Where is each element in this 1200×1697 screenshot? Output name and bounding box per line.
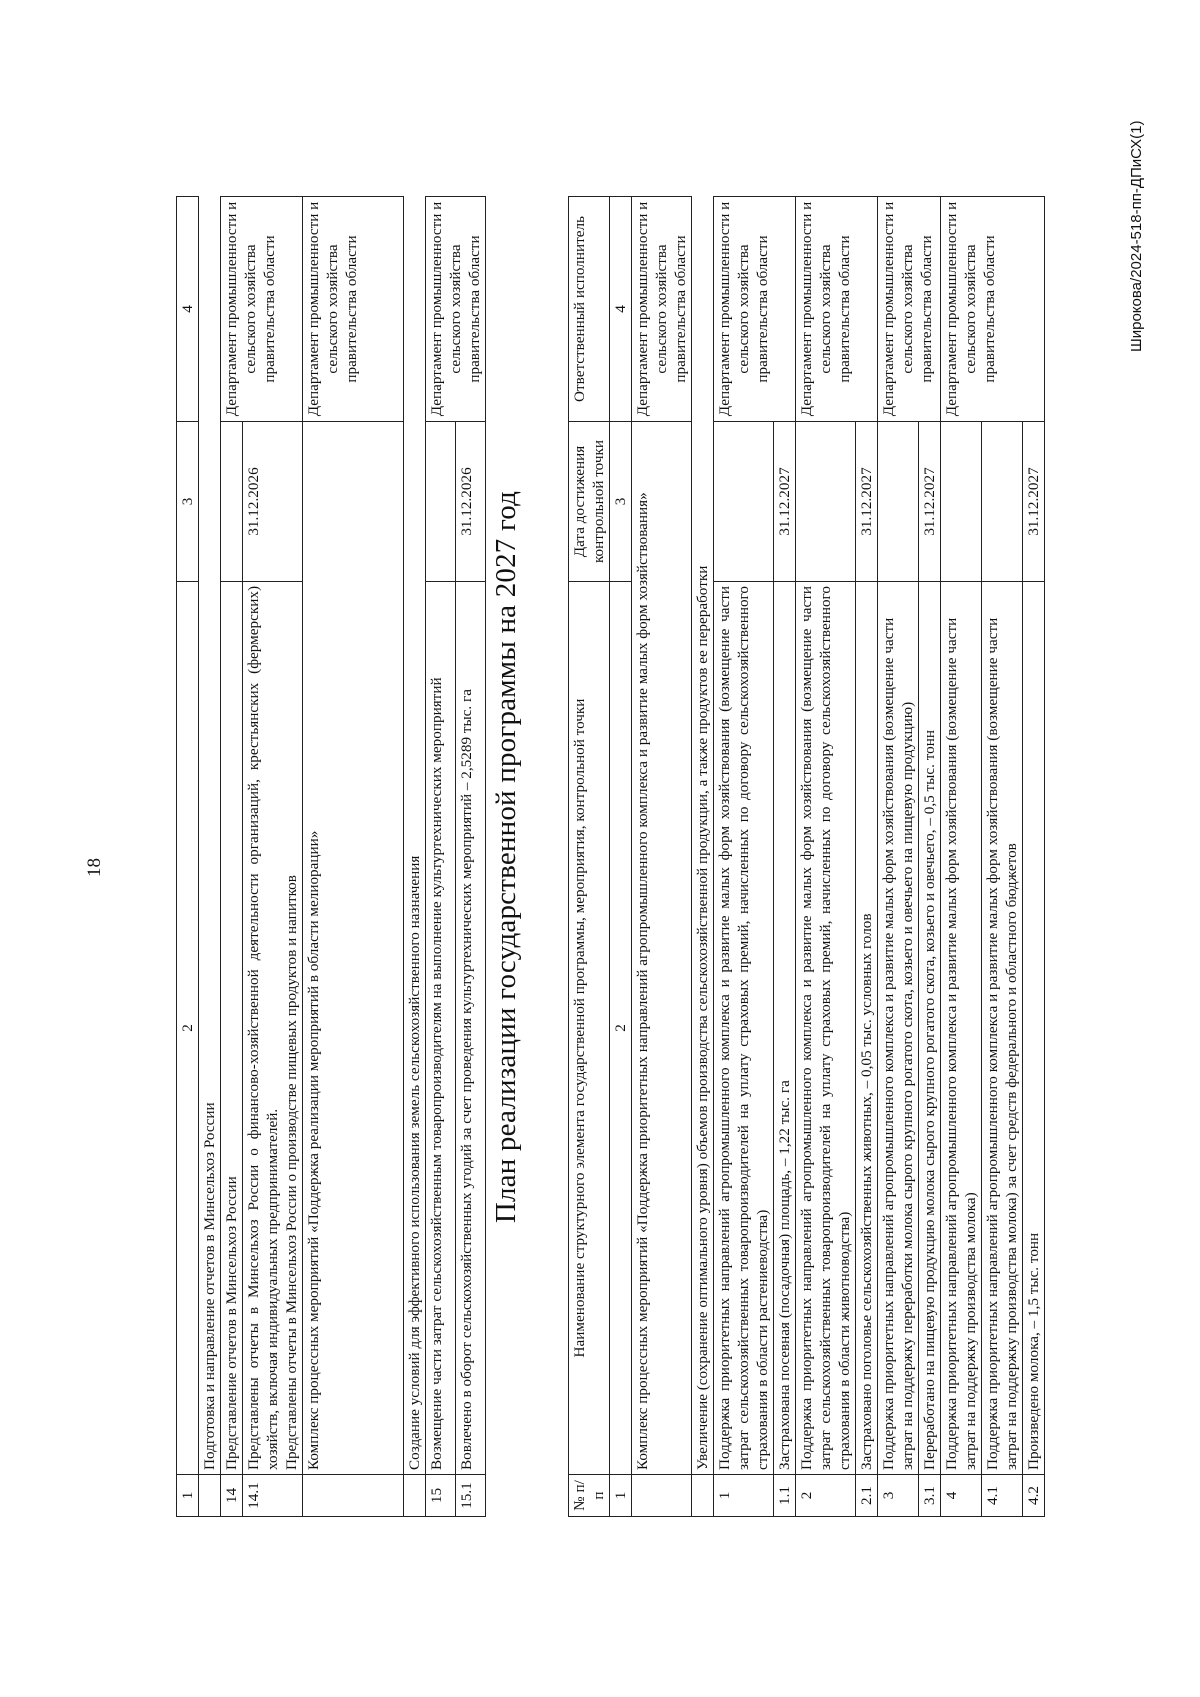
row-date: 31.12.2026 bbox=[456, 422, 486, 582]
col-number: 3 bbox=[177, 422, 199, 582]
row-number: 14 bbox=[221, 1475, 243, 1517]
col-number: 1 bbox=[610, 1475, 632, 1517]
col-number: 2 bbox=[610, 582, 632, 1475]
table-row bbox=[632, 197, 692, 1517]
table-row bbox=[796, 197, 856, 1517]
table-row bbox=[426, 197, 456, 1517]
row-responsible: Департамент промышленности и сельского хозяйства правительства области bbox=[303, 197, 404, 422]
row-responsible: Департамент промышленности и сельского хозяйства правительства области bbox=[714, 197, 796, 422]
col-number: 3 bbox=[610, 422, 632, 582]
row-number: 15.1 bbox=[456, 1475, 486, 1517]
row-number: 2 bbox=[796, 1475, 856, 1517]
row-date bbox=[941, 422, 982, 582]
row-text: Поддержка приоритетных направлений агропромышленного комплекса и развитие малых форм хозяйствования (возмещение части затрат на поддержку производства молока) за счет средств федерального и областного бюджетов bbox=[982, 582, 1023, 1475]
row-text: Представление отчетов в Минсельхоз России bbox=[221, 582, 243, 1475]
row-date bbox=[796, 422, 856, 582]
row-text: Возмещение части затрат сельскохозяйственным товаропроизводителям на выполнение культуртехнических мероприятий bbox=[426, 582, 456, 1475]
column-number-row bbox=[610, 197, 632, 1517]
row-number bbox=[404, 1475, 426, 1517]
row-responsible: Департамент промышленности и сельского хозяйства правительства области bbox=[941, 197, 1045, 422]
row-text-part: Представлены отчеты в Минсельхоз России о производстве пищевых продуктов и напитков bbox=[283, 875, 300, 1470]
table-row bbox=[303, 197, 404, 1517]
row-responsible: Департамент промышленности и сельского хозяйства правительства области bbox=[221, 197, 303, 422]
header-date: Дата достижения контрольной точки bbox=[569, 422, 610, 582]
row-responsible: Департамент промышленности и сельского хозяйства правительства области bbox=[426, 197, 486, 422]
row-text: Застраховано поголовье сельскохозяйственных животных, – 0,05 тыс. условных голов bbox=[856, 582, 878, 1475]
plan-heading: План реализации государственной программы на 2027 год bbox=[490, 490, 522, 1224]
row-responsible: Департамент промышленности и сельского хозяйства правительства области bbox=[796, 197, 878, 422]
table-row bbox=[199, 197, 221, 1517]
row-date bbox=[221, 422, 243, 582]
row-date bbox=[426, 422, 456, 582]
row-number: 1.1 bbox=[774, 1475, 796, 1517]
header-name: Наименование структурного элемента государственной программы, мероприятия, контрольной точки bbox=[569, 582, 610, 1475]
header-responsible: Ответственный исполнитель bbox=[569, 197, 610, 422]
document-code: Широкова/2024-518-пп-ДПиСХ(1) bbox=[1128, 120, 1145, 352]
row-date bbox=[982, 422, 1023, 582]
header-row bbox=[569, 197, 610, 1517]
row-text: Комплекс процессных мероприятий «Поддержка реализации мероприятий в области мелиорации» bbox=[303, 422, 404, 1475]
col-number: 2 bbox=[177, 582, 199, 1475]
header-number: № п/п bbox=[569, 1475, 610, 1517]
col-number: 4 bbox=[177, 197, 199, 422]
row-number bbox=[692, 1475, 714, 1517]
table-row bbox=[404, 197, 426, 1517]
col-number: 1 bbox=[177, 1475, 199, 1517]
row-number: 1 bbox=[714, 1475, 774, 1517]
section-title: Увеличение (сохранение оптимального уровня) объемов производства сельскохозяйственной продукции, а также продуктов ее переработки bbox=[692, 197, 714, 1475]
table-row bbox=[941, 197, 982, 1517]
table-row bbox=[692, 197, 714, 1517]
row-date bbox=[714, 422, 774, 582]
row-text: Комплекс процессных мероприятий «Поддержка приоритетных направлений агропромышленного комплекса и развитие малых форм хозяйствования» bbox=[632, 422, 692, 1475]
row-text bbox=[243, 582, 303, 1475]
row-number: 14.1 bbox=[243, 1475, 303, 1517]
row-text: Переработано на пищевую продукцию молока сырого крупного рогатого скота, козьего и овечьего, – 0,5 тыс. тонн bbox=[919, 582, 941, 1475]
row-date: 31.12.2027 bbox=[856, 422, 878, 582]
page-number: 18 bbox=[84, 858, 105, 877]
row-date: 31.12.2027 bbox=[774, 422, 796, 582]
row-text-part: Представлены отчеты в Минсельхоз России о финансово-хозяйственной деятельности организаций, крестьянских (фермерских) хозяйств, включая индивидуальных предпринимателей. bbox=[245, 586, 281, 1470]
section-title: Создание условий для эффективного использования земель сельскохозяйственного назначения bbox=[404, 197, 426, 1475]
row-number: 3.1 bbox=[919, 1475, 941, 1517]
row-number bbox=[303, 1475, 404, 1517]
row-text: Поддержка приоритетных направлений агропромышленного комплекса и развитие малых форм хозяйствования (возмещение части затрат сельскохозяйственных товаропроизводителей на уплату страховых премий, начисленных по договору сельскохозяйственного страхования в области животноводства) bbox=[796, 582, 856, 1475]
row-number: 4 bbox=[941, 1475, 982, 1517]
row-number: 4.1 bbox=[982, 1475, 1023, 1517]
row-text: Произведено молока, – 1,5 тыс. тонн bbox=[1023, 582, 1045, 1475]
row-date: 31.12.2027 bbox=[1023, 422, 1045, 582]
row-date bbox=[878, 422, 919, 582]
row-number: 3 bbox=[878, 1475, 919, 1517]
row-text: Поддержка приоритетных направлений агропромышленного комплекса и развитие малых форм хозяйствования (возмещение части затрат на поддержку производства молока) bbox=[941, 582, 982, 1475]
row-text: Поддержка приоритетных направлений агропромышленного комплекса и развитие малых форм хозяйствования (возмещение части затрат на поддержку переработки молока сырого крупного рогатого скота, козьего и овечьего на пищевую продукцию) bbox=[878, 582, 919, 1475]
row-number bbox=[199, 1475, 221, 1517]
row-number: 2.1 bbox=[856, 1475, 878, 1517]
row-responsible: Департамент промышленности и сельского хозяйства правительства области bbox=[878, 197, 941, 422]
table-row bbox=[221, 197, 243, 1517]
section-title: Подготовка и направление отчетов в Минсельхоз России bbox=[199, 197, 221, 1475]
row-text: Застрахована посевная (посадочная) площадь, – 1,22 тыс. га bbox=[774, 582, 796, 1475]
row-text: Вовлечено в оборот сельскохозяйственных угодий за счет проведения культуртехнических мероприятий – 2,5289 тыс. га bbox=[456, 582, 486, 1475]
row-number: 4.2 bbox=[1023, 1475, 1045, 1517]
table-row bbox=[878, 197, 919, 1517]
row-text: Поддержка приоритетных направлений агропромышленного комплекса и развитие малых форм хозяйствования (возмещение части затрат сельскохозяйственных товаропроизводителей на уплату страховых премий, начисленных по договору сельскохозяйственного страхования в области растениеводства) bbox=[714, 582, 774, 1475]
row-number: 15 bbox=[426, 1475, 456, 1517]
plan-table bbox=[568, 196, 1045, 1517]
table-row bbox=[714, 197, 774, 1517]
row-date: 31.12.2026 bbox=[243, 422, 303, 582]
row-responsible: Департамент промышленности и сельского хозяйства правительства области bbox=[632, 197, 692, 422]
col-number: 4 bbox=[610, 197, 632, 422]
continuation-table bbox=[176, 196, 486, 1517]
column-number-row bbox=[177, 197, 199, 1517]
row-date: 31.12.2027 bbox=[919, 422, 941, 582]
row-number bbox=[632, 1475, 692, 1517]
